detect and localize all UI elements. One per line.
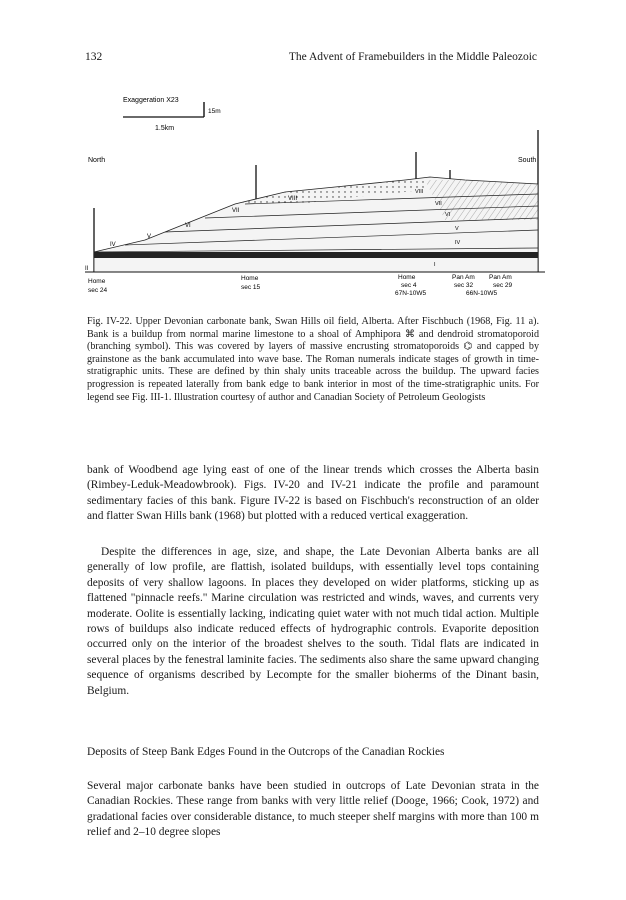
figure-caption xyxy=(87,316,539,404)
vertical-scale-label: 15m xyxy=(208,108,221,115)
stage-numeral: V xyxy=(147,234,152,240)
direction-north: North xyxy=(88,157,106,164)
location-label: sec 24 xyxy=(88,287,108,294)
caption-text: Fig. IV-22. Upper Devonian carbonate bank, Swan Hills oil field, Alberta. After Fischbuch (1968, Fig. 11 a). Bank is a buildup from normal marine limestone to a shoal of Amphipora ⌘ and dendroid stromatoporoid (branching symbol). This was covered by layers of massive encrusting stromatoporoids ⌬ and capped by grainstone as the bank accumulated into wave base. The Roman numerals indicate stages of growth in time-stratigraphic units. These are defined by thin shaly units traceable across the buildup. The upward facies progression is repeated laterally from bank edge to bank interior in most of the time-stratigraphic units. For legend see Fig. III-1. Illustration courtesy of author and Canadian Society of Petroleum Geologists xyxy=(87,316,539,403)
location-label: 67N-10W5 xyxy=(395,290,427,297)
stage-numeral: VI xyxy=(185,223,191,229)
stage-numeral: VIII xyxy=(415,189,424,195)
stage-numeral: II xyxy=(85,266,89,272)
location-label: sec 15 xyxy=(241,284,261,291)
stage-numeral: IV xyxy=(110,242,116,248)
stage-numeral: VII xyxy=(435,201,442,207)
location-label: sec 32 xyxy=(454,282,474,289)
location-label: Home xyxy=(398,274,416,281)
paragraph-text: bank of Woodbend age lying east of one of the linear trends which crosses the Alberta basin (Rimbey-Leduk-Meadowbrook). Figs. IV-20 and IV-21 indicate the profile and paramount sedimentary facies of this bank. Figure IV-22 is based on Fischbuch's reconstruction of an older and flatter Swan Hills bank (1968) but plotted with a reduced vertical exaggeration. xyxy=(87,464,539,523)
stage-numeral: VII xyxy=(232,208,240,214)
direction-south: South xyxy=(518,157,537,164)
stage-numeral: VIII xyxy=(288,196,298,202)
dark-basal-unit xyxy=(94,252,538,258)
cross-section-diagram xyxy=(85,80,545,315)
location-label: Home xyxy=(88,278,106,285)
paragraph-1 xyxy=(87,463,539,525)
horizontal-scale-label: 1.5km xyxy=(155,125,175,132)
stage-numeral: IV xyxy=(455,240,461,246)
location-label: Pan Am xyxy=(489,274,512,281)
running-title: The Advent of Framebuilders in the Middle Paleozoic xyxy=(288,51,537,63)
location-label: Home xyxy=(241,275,259,282)
paragraph-2 xyxy=(87,545,539,699)
exaggeration-label: Exaggeration X23 xyxy=(123,97,179,104)
stage-numeral: VI xyxy=(445,212,451,218)
page-header xyxy=(85,51,537,67)
paragraph-text: Several major carbonate banks have been studied in outcrops of Late Devonian strata in the Canadian Rockies. These range from banks with very little relief (Dooge, 1966; Cook, 1972) and gradational facies over considerable distance, to much steeper shelf margins with more than 100 m relief and 2–10 degree slopes xyxy=(87,780,539,839)
location-label: sec 4 xyxy=(401,282,417,289)
stage-numeral: V xyxy=(455,226,459,232)
section-heading: Deposits of Steep Bank Edges Found in the Outcrops of the Canadian Rockies xyxy=(87,746,445,758)
figure-swan-hills-cross-section xyxy=(85,80,545,315)
location-label: sec 29 xyxy=(493,282,513,289)
location-label: Pan Am xyxy=(452,274,475,281)
location-label: 66N-10W5 xyxy=(466,290,498,297)
paragraph-text: Despite the differences in age, size, and shape, the Late Devonian Alberta banks are all generally of low profile, are flattish, isolated buildups, with essentially level tops containing deposits of very shallow lagoons. In places they developed on wider platforms, sticking up as flattened "pinnacle reefs." Marine circulation was restricted and winds, waves, and currents very moderate. Oolite is essentially lacking, indicating quiet water with not much tidal action. Multiple rows of buildups also indicate reduced effects of hydrographic controls. Evaporite deposition occurred only on the interior of the broadest shelves to the south. Tidal flats are indicated in several places by the fenestral laminite facies. The sediments also share the same upward changing sequence of organisms described by Lecompte for the smaller bioherms of the Dinant basin, Belgium. xyxy=(87,546,539,697)
page-number: 132 xyxy=(85,51,103,63)
paragraph-3 xyxy=(87,779,539,841)
stage-numeral: I xyxy=(434,262,436,268)
